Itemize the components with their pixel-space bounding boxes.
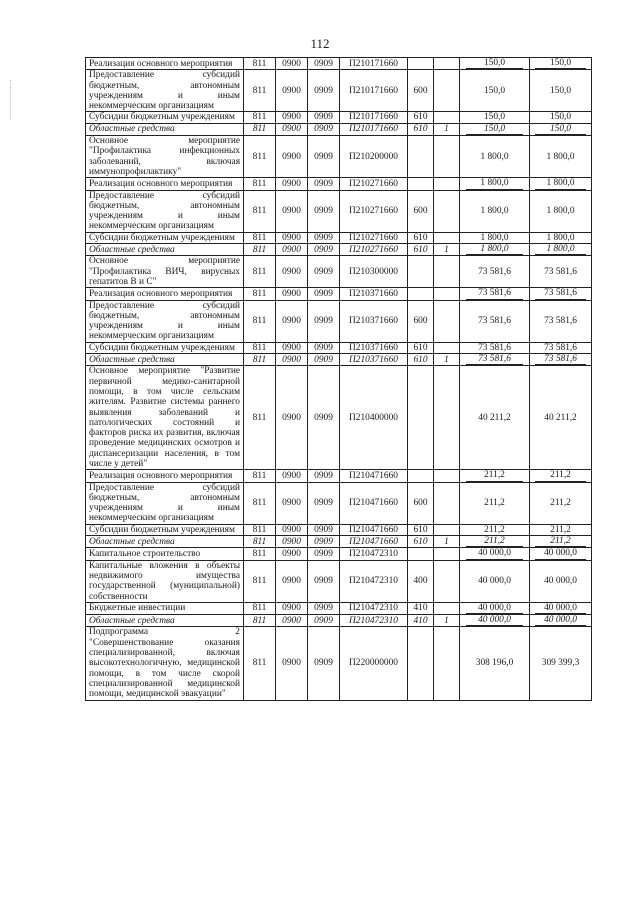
- row-name-cell: Капитальное строительство: [86, 548, 244, 560]
- note-cell: [434, 190, 460, 232]
- amount-year1-cell: [460, 482, 530, 524]
- amount-value: 40 000,0: [478, 576, 511, 587]
- row-name-cell: Областные средства: [86, 615, 244, 627]
- note-cell: [434, 560, 460, 602]
- target-article-cell: П210472310: [340, 602, 408, 614]
- amount-value: 1 800,0: [480, 206, 509, 216]
- note-cell: 1: [434, 615, 460, 627]
- amount-value: 73 581,6: [544, 266, 577, 277]
- table-row: [86, 524, 592, 535]
- section-code-cell: 0900: [276, 602, 308, 614]
- subsection-code-cell: 0909: [308, 178, 340, 190]
- row-name-cell: Предоставление субсидий бюджетным, автономным учреждениям и иным некоммерческим организациям: [86, 482, 244, 524]
- amount-value: 150,0: [483, 85, 506, 96]
- amount-value: 73 581,6: [466, 354, 524, 365]
- amount-year2-cell: [530, 560, 592, 602]
- section-code-cell: 0900: [276, 470, 308, 482]
- row-name-cell: Реализация основного мероприятия: [86, 178, 244, 190]
- expense-type-cell: [408, 58, 434, 70]
- section-code-cell: 0900: [276, 232, 308, 243]
- table-row: [86, 190, 592, 232]
- grbs-code-cell: 811: [244, 112, 276, 123]
- amount-value: 73 581,6: [544, 342, 577, 353]
- target-article-cell: П210300000: [340, 256, 408, 288]
- subsection-code-cell: 0909: [308, 524, 340, 535]
- amount-value: 73 581,6: [544, 315, 577, 326]
- amount-year1-cell: [460, 123, 530, 135]
- budget-table: [85, 57, 592, 701]
- row-name-cell: Основное мероприятие "Развитие первичной медико-санитарной помощи, в том числе сельским жителям. Развитие системы раннего выявления заболеваний и патологических состояний и факторов риска их развития, включая проведение медицинских осмотров и диспансеризации населения, в том числе у детей": [86, 366, 244, 470]
- section-code-cell: 0900: [276, 112, 308, 123]
- expense-type-cell: 410: [408, 602, 434, 614]
- table-row: [86, 70, 592, 112]
- note-cell: [434, 366, 460, 470]
- table-row: [86, 342, 592, 353]
- section-code-cell: 0900: [276, 627, 308, 700]
- subsection-code-cell: 0909: [308, 342, 340, 353]
- amount-year2-cell: [530, 482, 592, 524]
- note-cell: [434, 627, 460, 700]
- row-name-cell: Областные средства: [86, 536, 244, 548]
- expense-type-cell: 610: [408, 244, 434, 256]
- section-code-cell: 0900: [276, 136, 308, 178]
- amount-value: 211,2: [466, 536, 524, 547]
- grbs-code-cell: 811: [244, 524, 276, 535]
- amount-year2-cell: [530, 342, 592, 353]
- amount-value: 308 196,0: [475, 658, 514, 669]
- amount-value: 211,2: [550, 498, 571, 509]
- note-cell: 1: [434, 536, 460, 548]
- table-row: [86, 58, 592, 70]
- note-cell: [434, 58, 460, 70]
- section-code-cell: 0900: [276, 70, 308, 112]
- expense-type-cell: [408, 470, 434, 482]
- amount-year2-cell: [530, 136, 592, 178]
- expense-type-cell: 610: [408, 342, 434, 353]
- budget-table-body: [86, 58, 592, 701]
- row-name-cell: Реализация основного мероприятия: [86, 288, 244, 300]
- grbs-code-cell: 811: [244, 190, 276, 232]
- amount-year2-cell: [530, 232, 592, 243]
- amount-value: 1 800,0: [546, 206, 575, 216]
- amount-year2-cell: [530, 354, 592, 366]
- section-code-cell: 0900: [276, 482, 308, 524]
- grbs-code-cell: 811: [244, 470, 276, 482]
- grbs-code-cell: 811: [244, 602, 276, 614]
- amount-value: 1 800,0: [480, 232, 509, 243]
- note-cell: [434, 288, 460, 300]
- amount-year2-cell: [530, 548, 592, 560]
- expense-type-cell: 610: [408, 123, 434, 135]
- row-name-cell: Предоставление субсидий бюджетным, автономным учреждениям и иным некоммерческим организациям: [86, 190, 244, 232]
- grbs-code-cell: 811: [244, 615, 276, 627]
- subsection-code-cell: 0909: [308, 354, 340, 366]
- amount-year1-cell: [460, 470, 530, 482]
- expense-type-cell: [408, 627, 434, 700]
- note-cell: [434, 112, 460, 123]
- amount-year2-cell: [530, 190, 592, 232]
- amount-year2-cell: [530, 524, 592, 535]
- note-cell: [434, 470, 460, 482]
- section-code-cell: 0900: [276, 354, 308, 366]
- grbs-code-cell: 811: [244, 288, 276, 300]
- subsection-code-cell: 0909: [308, 548, 340, 560]
- note-cell: [434, 136, 460, 178]
- target-article-cell: П210371660: [340, 342, 408, 353]
- note-cell: [434, 232, 460, 243]
- amount-value: 40 000,0: [535, 615, 586, 626]
- expense-type-cell: 600: [408, 70, 434, 112]
- section-code-cell: 0900: [276, 615, 308, 627]
- table-row: [86, 482, 592, 524]
- amount-value: 73 581,6: [478, 315, 511, 326]
- amount-year1-cell: [460, 548, 530, 560]
- grbs-code-cell: 811: [244, 560, 276, 602]
- row-name-cell: Подпрограмма 2 "Совершенствование оказания специализированной, включая высокотехнологичную, медицинской помощи, в том числе скорой специализированной медицинской помощи, медицинской эвакуации": [86, 627, 244, 700]
- amount-value: 73 581,6: [535, 354, 586, 365]
- section-code-cell: 0900: [276, 288, 308, 300]
- table-row: [86, 354, 592, 366]
- table-row: [86, 244, 592, 256]
- row-name-cell: Субсидии бюджетным учреждениям: [86, 524, 244, 535]
- target-article-cell: П210472310: [340, 548, 408, 560]
- subsection-code-cell: 0909: [308, 190, 340, 232]
- note-cell: [434, 70, 460, 112]
- note-cell: [434, 256, 460, 288]
- amount-year2-cell: [530, 536, 592, 548]
- table-row: [86, 123, 592, 135]
- section-code-cell: 0900: [276, 366, 308, 470]
- amount-year1-cell: [460, 58, 530, 70]
- table-row: [86, 366, 592, 470]
- expense-type-cell: 600: [408, 300, 434, 342]
- subsection-code-cell: 0909: [308, 112, 340, 123]
- subsection-code-cell: 0909: [308, 123, 340, 135]
- table-row: [86, 548, 592, 560]
- subsection-code-cell: 0909: [308, 232, 340, 243]
- subsection-code-cell: 0909: [308, 244, 340, 256]
- amount-year2-cell: [530, 602, 592, 614]
- expense-type-cell: 600: [408, 190, 434, 232]
- grbs-code-cell: 811: [244, 232, 276, 243]
- amount-value: 40 000,0: [466, 615, 524, 626]
- amount-year1-cell: [460, 300, 530, 342]
- table-row: [86, 300, 592, 342]
- expense-type-cell: 410: [408, 615, 434, 627]
- amount-value: 40 211,2: [478, 412, 511, 423]
- target-article-cell: П210371660: [340, 300, 408, 342]
- target-article-cell: П210271660: [340, 244, 408, 256]
- subsection-code-cell: 0909: [308, 536, 340, 548]
- expense-type-cell: [408, 548, 434, 560]
- row-name-cell: Реализация основного мероприятия: [86, 470, 244, 482]
- grbs-code-cell: 811: [244, 627, 276, 700]
- row-name-cell: Основное мероприятие "Профилактика ВИЧ, вирусных гепатитов В и С": [86, 256, 244, 288]
- amount-value: 73 581,6: [478, 342, 511, 353]
- target-article-cell: П210200000: [340, 136, 408, 178]
- target-article-cell: П210472310: [340, 560, 408, 602]
- expense-type-cell: 400: [408, 560, 434, 602]
- note-cell: [434, 342, 460, 353]
- subsection-code-cell: 0909: [308, 602, 340, 614]
- note-cell: 1: [434, 244, 460, 256]
- amount-value: 40 000,0: [535, 548, 586, 559]
- amount-year1-cell: [460, 190, 530, 232]
- table-row: [86, 560, 592, 602]
- section-code-cell: 0900: [276, 256, 308, 288]
- amount-value: 309 399,3: [541, 658, 580, 669]
- table-row: [86, 232, 592, 243]
- expense-type-cell: 610: [408, 232, 434, 243]
- row-name-cell: Предоставление субсидий бюджетным, автономным учреждениям и иным некоммерческим организациям: [86, 300, 244, 342]
- grbs-code-cell: 811: [244, 178, 276, 190]
- amount-year1-cell: [460, 70, 530, 112]
- subsection-code-cell: 0909: [308, 470, 340, 482]
- target-article-cell: П210171660: [340, 70, 408, 112]
- target-article-cell: П210171660: [340, 58, 408, 70]
- grbs-code-cell: 811: [244, 536, 276, 548]
- section-code-cell: 0900: [276, 123, 308, 135]
- amount-year2-cell: [530, 366, 592, 470]
- page-number: 112: [310, 36, 330, 51]
- amount-year1-cell: [460, 627, 530, 700]
- note-cell: [434, 548, 460, 560]
- table-row: [86, 112, 592, 123]
- grbs-code-cell: 811: [244, 342, 276, 353]
- subsection-code-cell: 0909: [308, 70, 340, 112]
- amount-value: 211,2: [484, 498, 505, 509]
- row-name-cell: Бюджетные инвестиции: [86, 602, 244, 614]
- row-name-cell: Предоставление субсидий бюджетным, автономным учреждениям и иным некоммерческим организациям: [86, 70, 244, 112]
- amount-year2-cell: [530, 70, 592, 112]
- note-cell: [434, 178, 460, 190]
- grbs-code-cell: 811: [244, 548, 276, 560]
- grbs-code-cell: 811: [244, 136, 276, 178]
- expense-type-cell: [408, 256, 434, 288]
- amount-year1-cell: [460, 354, 530, 366]
- subsection-code-cell: 0909: [308, 482, 340, 524]
- amount-year2-cell: [530, 615, 592, 627]
- note-cell: 1: [434, 123, 460, 135]
- amount-value: 150,0: [549, 85, 572, 96]
- amount-value: 150,0: [535, 58, 586, 69]
- subsection-code-cell: 0909: [308, 366, 340, 470]
- table-row: [86, 536, 592, 548]
- subsection-code-cell: 0909: [308, 288, 340, 300]
- amount-year1-cell: [460, 288, 530, 300]
- expense-type-cell: [408, 288, 434, 300]
- amount-year2-cell: [530, 300, 592, 342]
- amount-year2-cell: [530, 112, 592, 123]
- table-row: [86, 178, 592, 190]
- amount-year2-cell: [530, 58, 592, 70]
- table-row: [86, 256, 592, 288]
- expense-type-cell: 610: [408, 112, 434, 123]
- note-cell: [434, 300, 460, 342]
- amount-value: 40 000,0: [466, 603, 524, 614]
- amount-value: 1 800,0: [546, 232, 575, 243]
- amount-value: 40 000,0: [535, 603, 586, 614]
- target-article-cell: П210471660: [340, 536, 408, 548]
- amount-value: 40 000,0: [466, 548, 524, 559]
- section-code-cell: 0900: [276, 536, 308, 548]
- row-name-cell: Субсидии бюджетным учреждениям: [86, 232, 244, 243]
- amount-value: 40 211,2: [544, 412, 577, 423]
- target-article-cell: П210271660: [340, 232, 408, 243]
- table-row: [86, 288, 592, 300]
- amount-value: 211,2: [484, 524, 505, 535]
- amount-value: 150,0: [466, 124, 524, 135]
- section-code-cell: 0900: [276, 244, 308, 256]
- amount-year2-cell: [530, 470, 592, 482]
- amount-value: 150,0: [549, 112, 572, 123]
- scan-margin-mark: [10, 80, 13, 120]
- amount-year2-cell: [530, 256, 592, 288]
- amount-year1-cell: [460, 342, 530, 353]
- expense-type-cell: 610: [408, 354, 434, 366]
- grbs-code-cell: 811: [244, 482, 276, 524]
- section-code-cell: 0900: [276, 548, 308, 560]
- grbs-code-cell: 811: [244, 70, 276, 112]
- amount-year1-cell: [460, 366, 530, 470]
- amount-value: 211,2: [550, 524, 571, 535]
- amount-value: 1 800,0: [466, 244, 524, 255]
- target-article-cell: П210371660: [340, 288, 408, 300]
- target-article-cell: П220000000: [340, 627, 408, 700]
- amount-year1-cell: [460, 615, 530, 627]
- table-row: [86, 470, 592, 482]
- grbs-code-cell: 811: [244, 123, 276, 135]
- grbs-code-cell: 811: [244, 354, 276, 366]
- section-code-cell: 0900: [276, 560, 308, 602]
- amount-value: 1 800,0: [546, 151, 575, 162]
- amount-year1-cell: [460, 602, 530, 614]
- amount-value: 1 800,0: [466, 178, 524, 189]
- grbs-code-cell: 811: [244, 300, 276, 342]
- row-name-cell: Капитальные вложения в объекты недвижимого имущества государственной (муниципальной) собственности: [86, 560, 244, 602]
- grbs-code-cell: 811: [244, 244, 276, 256]
- row-name-cell: Субсидии бюджетным учреждениям: [86, 112, 244, 123]
- expense-type-cell: 600: [408, 482, 434, 524]
- grbs-code-cell: 811: [244, 256, 276, 288]
- note-cell: 1: [434, 354, 460, 366]
- row-name-cell: Основное мероприятие "Профилактика инфекционных заболеваний, включая иммунопрофилактику": [86, 136, 244, 178]
- amount-year1-cell: [460, 560, 530, 602]
- target-article-cell: П210400000: [340, 366, 408, 470]
- amount-year2-cell: [530, 178, 592, 190]
- amount-value: 211,2: [535, 536, 586, 547]
- amount-value: 73 581,6: [478, 266, 511, 277]
- section-code-cell: 0900: [276, 178, 308, 190]
- amount-year1-cell: [460, 244, 530, 256]
- target-article-cell: П210171660: [340, 123, 408, 135]
- row-name-cell: Реализация основного мероприятия: [86, 58, 244, 70]
- row-name-cell: Областные средства: [86, 244, 244, 256]
- amount-value: 211,2: [535, 470, 586, 481]
- row-name-cell: Субсидии бюджетным учреждениям: [86, 342, 244, 353]
- target-article-cell: П210271660: [340, 190, 408, 232]
- table-row: [86, 627, 592, 700]
- target-article-cell: П210472310: [340, 615, 408, 627]
- expense-type-cell: [408, 136, 434, 178]
- subsection-code-cell: 0909: [308, 560, 340, 602]
- section-code-cell: 0900: [276, 58, 308, 70]
- note-cell: [434, 602, 460, 614]
- subsection-code-cell: 0909: [308, 136, 340, 178]
- target-article-cell: П210471660: [340, 470, 408, 482]
- amount-value: 73 581,6: [535, 288, 586, 299]
- amount-value: 211,2: [466, 470, 524, 481]
- amount-value: 40 000,0: [544, 576, 577, 587]
- section-code-cell: 0900: [276, 342, 308, 353]
- expense-type-cell: [408, 178, 434, 190]
- note-cell: [434, 482, 460, 524]
- amount-value: 150,0: [535, 124, 586, 135]
- grbs-code-cell: 811: [244, 366, 276, 470]
- amount-year1-cell: [460, 232, 530, 243]
- amount-year2-cell: [530, 627, 592, 700]
- target-article-cell: П210371660: [340, 354, 408, 366]
- amount-year1-cell: [460, 112, 530, 123]
- amount-year1-cell: [460, 136, 530, 178]
- subsection-code-cell: 0909: [308, 300, 340, 342]
- amount-year1-cell: [460, 536, 530, 548]
- subsection-code-cell: 0909: [308, 615, 340, 627]
- row-name-cell: Областные средства: [86, 354, 244, 366]
- table-row: [86, 615, 592, 627]
- amount-year1-cell: [460, 524, 530, 535]
- amount-value: 1 800,0: [535, 178, 586, 189]
- row-name-cell: Областные средства: [86, 123, 244, 135]
- section-code-cell: 0900: [276, 300, 308, 342]
- amount-value: 1 800,0: [480, 151, 509, 162]
- grbs-code-cell: 811: [244, 58, 276, 70]
- subsection-code-cell: 0909: [308, 256, 340, 288]
- note-cell: [434, 524, 460, 535]
- expense-type-cell: [408, 366, 434, 470]
- table-row: [86, 136, 592, 178]
- target-article-cell: П210471660: [340, 482, 408, 524]
- amount-year1-cell: [460, 256, 530, 288]
- amount-value: 1 800,0: [535, 244, 586, 255]
- expense-type-cell: 610: [408, 524, 434, 535]
- subsection-code-cell: 0909: [308, 58, 340, 70]
- amount-year2-cell: [530, 123, 592, 135]
- amount-year1-cell: [460, 178, 530, 190]
- section-code-cell: 0900: [276, 524, 308, 535]
- amount-value: 73 581,6: [466, 288, 524, 299]
- target-article-cell: П210171660: [340, 112, 408, 123]
- amount-year2-cell: [530, 288, 592, 300]
- target-article-cell: П210271660: [340, 178, 408, 190]
- amount-year2-cell: [530, 244, 592, 256]
- subsection-code-cell: 0909: [308, 627, 340, 700]
- amount-value: 150,0: [466, 58, 524, 69]
- target-article-cell: П210471660: [340, 524, 408, 535]
- section-code-cell: 0900: [276, 190, 308, 232]
- amount-value: 150,0: [483, 112, 506, 123]
- table-row: [86, 602, 592, 614]
- expense-type-cell: 610: [408, 536, 434, 548]
